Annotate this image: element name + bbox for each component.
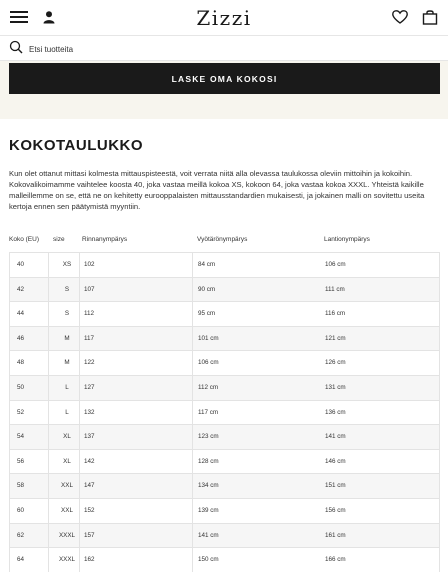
cell-waist: 112 cm: [198, 384, 219, 391]
cell-waist: 90 cm: [198, 285, 216, 293]
table-row: [9, 424, 440, 449]
cell-bust: 122: [84, 359, 95, 367]
table-row: [9, 326, 440, 351]
cell-eu-size: 48: [17, 359, 25, 367]
cell-eu-size: 64: [17, 556, 25, 564]
cell-bust: 112: [84, 310, 95, 318]
column-divider: [79, 351, 80, 375]
cell-hip: 161 cm: [325, 531, 346, 539]
cell-bust: 107: [84, 285, 95, 293]
cell-hip: 141 cm: [325, 433, 346, 441]
column-divider: [79, 524, 80, 548]
cell-waist: 101 cm: [198, 334, 219, 342]
cell-eu-size: 46: [17, 334, 25, 342]
cell-waist: 95 cm: [198, 310, 216, 318]
cell-bust: 132: [84, 408, 95, 416]
column-divider: [79, 327, 80, 351]
cell-letter-size: XS: [62, 261, 72, 268]
column-divider: [79, 302, 80, 326]
column-divider: [79, 253, 80, 277]
cell-eu-size: 42: [17, 285, 25, 293]
column-divider: [48, 401, 49, 425]
column-divider: [48, 253, 49, 277]
top-navigation-bar: [0, 0, 448, 35]
search-icon[interactable]: [9, 40, 23, 54]
heart-icon[interactable]: [392, 10, 408, 24]
table-row: [9, 449, 440, 474]
cell-bust: 102: [84, 261, 95, 268]
column-divider: [48, 499, 49, 523]
cell-bust: 147: [84, 482, 95, 490]
column-divider: [79, 401, 80, 425]
cell-eu-size: 62: [17, 531, 25, 539]
column-divider: [48, 376, 49, 400]
cell-hip: 131 cm: [325, 384, 346, 391]
column-divider: [79, 499, 80, 523]
cell-letter-size: XXXL: [58, 556, 76, 564]
column-divider: [48, 278, 49, 302]
cell-hip: 146 cm: [325, 457, 346, 465]
cell-eu-size: 52: [17, 408, 25, 416]
cell-hip: 166 cm: [325, 556, 346, 564]
table-row: [9, 252, 440, 277]
cell-eu-size: 50: [17, 384, 25, 391]
column-divider: [48, 327, 49, 351]
column-divider: [192, 425, 193, 449]
cell-hip: 151 cm: [325, 482, 346, 490]
column-divider: [192, 474, 193, 498]
column-divider: [192, 524, 193, 548]
cell-waist: 128 cm: [198, 457, 219, 465]
cell-bust: 162: [84, 556, 95, 564]
cell-eu-size: 54: [17, 433, 25, 441]
column-divider: [48, 425, 49, 449]
cell-letter-size: L: [65, 408, 69, 416]
cell-eu-size: 40: [17, 261, 25, 268]
size-calculator-band: [0, 61, 448, 119]
column-divider: [79, 425, 80, 449]
cell-hip: 106 cm: [325, 261, 346, 268]
column-divider: [192, 278, 193, 302]
column-header-bust: Rinnanympärys: [82, 236, 128, 243]
column-divider: [79, 548, 80, 572]
cell-hip: 111 cm: [325, 285, 345, 293]
cell-hip: 136 cm: [325, 408, 346, 416]
cell-eu-size: 60: [17, 507, 25, 514]
column-divider: [192, 302, 193, 326]
cell-waist: 106 cm: [198, 359, 219, 367]
column-header-size: size: [53, 236, 65, 243]
cell-waist: 150 cm: [198, 556, 219, 564]
table-row: [9, 277, 440, 302]
cell-letter-size: XL: [63, 433, 71, 441]
cell-waist: 141 cm: [198, 531, 219, 539]
shopping-bag-icon[interactable]: [422, 9, 438, 25]
column-divider: [192, 253, 193, 277]
cell-waist: 139 cm: [198, 507, 219, 514]
column-divider: [79, 278, 80, 302]
search-bar: [0, 35, 448, 61]
cell-bust: 127: [84, 384, 95, 391]
column-divider: [192, 450, 193, 474]
table-row: [9, 498, 440, 523]
cell-letter-size: S: [64, 285, 70, 293]
column-divider: [48, 302, 49, 326]
column-header-waist: Vyötärönympärys: [197, 236, 248, 243]
cell-letter-size: XL: [63, 457, 71, 465]
column-divider: [192, 376, 193, 400]
cell-letter-size: S: [64, 310, 70, 318]
intro-text: Kun olet ottanut mittasi kolmesta mittauspisteestä, voit verrata niitä alla olevassa taulukossa oleviin mittoihin ja kokoihin. Kokovalikoimamme vaihtelee koosta 40, joka vastaa meillä kokoa XS, kokoon 64, joka vastaa kokoa XXXL. Yhteistä kaikille malleillemme on se, että ne on kehitetty eurooppalaisten mittausstandardien mukaisesti, ja jokainen malli on sovitettu useita kertoja ennen sen päätymistä myyntiin.: [9, 169, 425, 211]
table-row: [9, 301, 440, 326]
table-row: [9, 400, 440, 425]
cell-letter-size: XXL: [61, 507, 73, 514]
cell-bust: 117: [84, 334, 95, 342]
column-divider: [48, 474, 49, 498]
calculate-size-button[interactable]: LASKE OMA KOKOSI: [9, 63, 440, 94]
column-divider: [192, 548, 193, 572]
column-divider: [79, 376, 80, 400]
column-divider: [48, 548, 49, 572]
table-row: [9, 350, 440, 375]
table-row: [9, 547, 440, 572]
table-row: [9, 473, 440, 498]
column-divider: [192, 401, 193, 425]
cell-letter-size: XXXL: [58, 531, 76, 539]
column-divider: [79, 474, 80, 498]
column-header-eu-size: Koko (EU): [9, 236, 39, 243]
page-title: KOKOTAULUKKO: [9, 137, 144, 154]
cell-eu-size: 44: [17, 310, 25, 318]
cell-eu-size: 56: [17, 457, 25, 465]
column-divider: [79, 450, 80, 474]
cell-waist: 84 cm: [198, 261, 216, 268]
search-input[interactable]: [29, 40, 429, 58]
table-row: [9, 523, 440, 548]
column-divider: [192, 499, 193, 523]
column-header-hip: Lantionympärys: [324, 236, 370, 243]
cell-bust: 142: [84, 457, 95, 465]
cell-waist: 134 cm: [198, 482, 219, 490]
column-divider: [48, 450, 49, 474]
cell-waist: 117 cm: [198, 408, 219, 416]
brand-logo[interactable]: Zizzi: [196, 6, 252, 30]
cell-letter-size: M: [64, 334, 70, 342]
column-divider: [192, 351, 193, 375]
table-row: [9, 375, 440, 400]
cell-hip: 121 cm: [325, 334, 346, 342]
cell-waist: 123 cm: [198, 433, 219, 441]
cell-bust: 152: [84, 507, 95, 514]
size-table-header: [0, 235, 448, 251]
column-divider: [192, 327, 193, 351]
cell-bust: 137: [84, 433, 95, 441]
cell-letter-size: XXL: [61, 482, 73, 490]
cell-hip: 116 cm: [325, 310, 346, 318]
cell-letter-size: L: [65, 384, 69, 391]
cell-hip: 126 cm: [325, 359, 346, 367]
cell-bust: 157: [84, 531, 95, 539]
cell-hip: 156 cm: [325, 507, 346, 514]
column-divider: [48, 351, 49, 375]
column-divider: [48, 524, 49, 548]
cell-eu-size: 58: [17, 482, 25, 490]
cell-letter-size: M: [64, 359, 70, 367]
